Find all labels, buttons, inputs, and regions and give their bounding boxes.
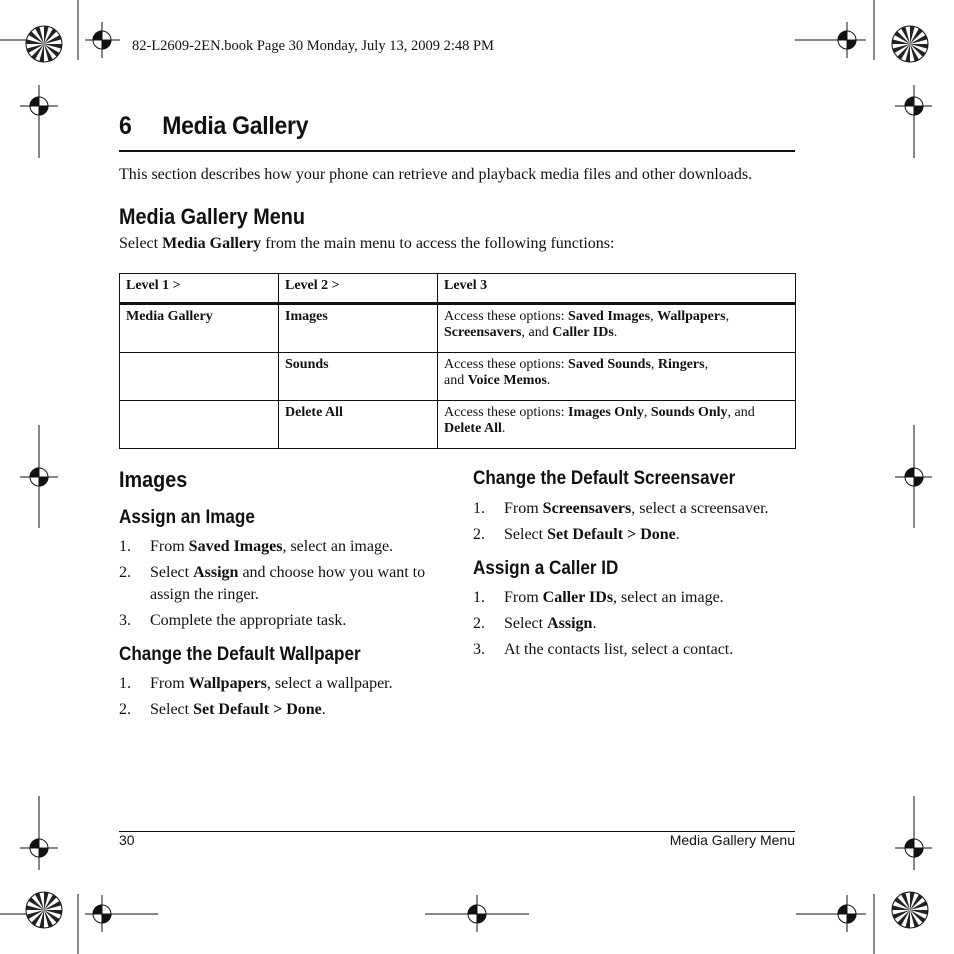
menu-lead-paragraph: Select Media Gallery from the main menu to access the following functions: <box>119 235 615 252</box>
table-row <box>120 401 796 449</box>
crosshair-circle-icon <box>796 895 866 932</box>
subheading-assign-image: Assign an Image <box>119 507 255 528</box>
crosshair-circle-icon <box>895 425 932 528</box>
radial-starburst-icon <box>26 26 62 62</box>
table-cell-level1 <box>120 353 279 401</box>
crosshair-circle-icon <box>85 895 158 932</box>
crosshair-circle-icon <box>828 22 866 58</box>
subheading-caller-id: Assign a Caller ID <box>473 558 619 579</box>
chapter-number: 6 <box>119 112 132 140</box>
table-header-cell: Level 1 > <box>120 274 279 304</box>
table-header-cell: Level 2 > <box>279 274 438 304</box>
section-heading-images: Images <box>119 467 188 492</box>
radial-starburst-icon <box>892 26 928 62</box>
book-header-line: 82-L2609-2EN.book Page 30 Monday, July 13, 2009 2:48 PM <box>132 38 494 54</box>
crosshair-circle-icon <box>895 85 932 158</box>
chapter-title <box>119 112 741 141</box>
table-cell-level1: Media Gallery <box>120 304 279 353</box>
table-cell-level1 <box>120 401 279 449</box>
crosshair-circle-icon <box>85 22 120 58</box>
table-header-cell: Level 3 <box>438 274 796 304</box>
subheading-default-screensaver: Change the Default Screensaver <box>473 468 736 489</box>
crosshair-circle-icon <box>20 796 58 870</box>
table-cell-level2: Images <box>279 304 438 353</box>
menu-table <box>119 273 796 449</box>
chapter-name: Media Gallery <box>162 112 309 140</box>
footer-section-name: Media Gallery Menu <box>669 832 795 848</box>
page-number: 30 <box>119 832 135 848</box>
table-cell-level2: Sounds <box>279 353 438 401</box>
subheading-default-wallpaper: Change the Default Wallpaper <box>119 644 361 665</box>
table-row <box>120 353 796 401</box>
chapter-divider <box>119 150 795 152</box>
table-header-row <box>120 274 796 304</box>
intro-paragraph: This section describes how your phone can retrieve and playback media files and other downloads. <box>119 166 753 183</box>
table-cell-level3: Access these options: Saved Sounds, Ringers, and Voice Memos. <box>438 353 796 401</box>
crosshair-circle-icon <box>895 796 932 870</box>
table-cell-level2: Delete All <box>279 401 438 449</box>
table-row <box>120 304 796 353</box>
table-cell-level3: Access these options: Saved Images, Wallpapers, Screensavers, and Caller IDs. <box>438 304 796 353</box>
crosshair-circle-icon <box>20 425 58 528</box>
table-cell-level3: Access these options: Images Only, Sounds Only, and Delete All. <box>438 401 796 449</box>
section-heading-menu: Media Gallery Menu <box>119 204 305 229</box>
radial-starburst-icon <box>892 892 928 928</box>
crosshair-circle-icon <box>20 85 58 158</box>
crosshair-circle-icon <box>425 895 529 932</box>
radial-starburst-icon <box>26 892 62 928</box>
